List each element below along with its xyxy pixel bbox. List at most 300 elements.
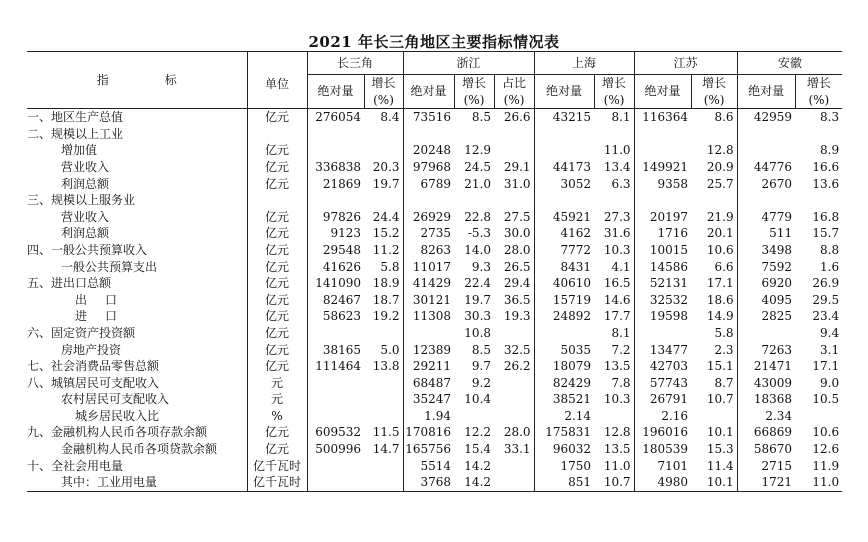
table-cell: 12.8 [706, 143, 734, 158]
table-row [27, 209, 842, 226]
indicator-header [27, 52, 247, 109]
row-unit: 亿元 [247, 209, 307, 226]
table-cell: 21471 [737, 358, 795, 375]
row-unit: 亿千瓦时 [247, 474, 307, 491]
table-cell: 26.2 [503, 359, 531, 374]
row-label: 增加值 [61, 143, 98, 158]
table-cell: 12.6 [812, 442, 840, 457]
row-unit [247, 192, 307, 209]
table-cell: 29211 [403, 358, 454, 375]
table-cell [494, 391, 534, 408]
table-cell: 18.6 [706, 292, 734, 307]
row-unit: 亿元 [247, 342, 307, 359]
table-cell [534, 192, 594, 209]
table-cell [307, 391, 364, 408]
table-cell: 43215 [534, 109, 594, 126]
table-cell: 38521 [534, 391, 594, 408]
table-cell: 9.2 [471, 375, 492, 390]
row-unit: 亿元 [247, 259, 307, 276]
table-cell: 609532 [307, 424, 364, 441]
region-header-jiangsu: 江苏 [634, 52, 737, 75]
row-label: 城乡居民收入比 [75, 408, 160, 423]
table-row [27, 458, 842, 475]
growth-header-line2: (%) [373, 92, 394, 107]
table-cell: 26791 [634, 391, 691, 408]
page-title: 2021 年长三角地区主要指标情况表 [308, 33, 560, 51]
row-unit: % [247, 408, 307, 425]
row-unit: 亿元 [247, 109, 307, 126]
table-cell [307, 192, 364, 209]
table-cell [494, 458, 534, 475]
table-cell [364, 391, 403, 408]
table-cell: 170816 [403, 424, 454, 441]
table-cell: 28.0 [503, 242, 531, 257]
table-cell: -5.3 [467, 226, 492, 241]
table-row [27, 192, 842, 209]
table-cell: 24892 [534, 308, 594, 325]
table-cell [594, 126, 634, 143]
table-cell: 10015 [634, 242, 691, 259]
table-cell: 44173 [534, 159, 594, 176]
table-cell: 44776 [737, 159, 795, 176]
table-cell [737, 192, 795, 209]
indicator-header-b: 标 [164, 72, 177, 87]
table-cell: 8.5 [471, 110, 492, 125]
table-cell: 9358 [634, 176, 691, 193]
table-cell [494, 142, 534, 159]
table-cell: 8.8 [820, 242, 840, 257]
table-row [27, 375, 842, 392]
col-header-growth [795, 75, 842, 109]
table-row [27, 242, 842, 259]
table-cell [364, 126, 403, 143]
table-cell [534, 126, 594, 143]
table-cell: 14.6 [603, 292, 631, 307]
table-cell: 16.5 [603, 276, 631, 291]
table-cell [307, 142, 364, 159]
table-cell: 5.8 [714, 325, 734, 340]
table-cell: 12389 [403, 342, 454, 359]
table-cell: 116364 [634, 109, 691, 126]
table-cell: 9.7 [471, 359, 492, 374]
table-cell: 2825 [737, 308, 795, 325]
col-header-growth [454, 75, 494, 109]
table-cell: 14.2 [464, 458, 492, 473]
table-cell: 7263 [737, 342, 795, 359]
row-unit: 亿元 [247, 242, 307, 259]
table-cell: 10.6 [812, 425, 840, 440]
row-label: 七、社会消费品零售总额 [27, 359, 160, 374]
col-header-absolute: 绝对量 [737, 75, 795, 109]
row-label: 营业收入 [61, 209, 110, 224]
table-row [27, 424, 842, 441]
table-cell: 3768 [403, 474, 454, 491]
table-cell: 27.5 [503, 209, 531, 224]
table-cell: 8.9 [820, 143, 840, 158]
table-cell: 10.7 [706, 392, 734, 407]
table-cell: 30121 [403, 292, 454, 309]
table-cell [403, 192, 454, 209]
table-row [27, 408, 842, 425]
table-cell [307, 126, 364, 143]
table-cell: 10.6 [706, 242, 734, 257]
table-row [27, 275, 842, 292]
row-label: 十、全社会用电量 [27, 458, 124, 473]
table-cell: 18079 [534, 358, 594, 375]
table-cell: 8431 [534, 259, 594, 276]
table-cell: 9.4 [820, 325, 840, 340]
table-cell [403, 126, 454, 143]
table-cell: 7.8 [611, 375, 631, 390]
row-label: 一、地区生产总值 [27, 110, 124, 125]
table-cell: 33.1 [503, 442, 531, 457]
table-cell: 149921 [634, 159, 691, 176]
table-cell [534, 142, 594, 159]
table-cell: 66869 [737, 424, 795, 441]
table-cell: 13.5 [603, 359, 631, 374]
table-row [27, 142, 842, 159]
unit-header: 单位 [247, 52, 307, 109]
table-row [27, 159, 842, 176]
table-cell: 14586 [634, 259, 691, 276]
table-cell: 24.4 [372, 209, 400, 224]
table-cell: 35247 [403, 391, 454, 408]
table-cell [494, 126, 534, 143]
table-cell: 20.3 [372, 159, 400, 174]
table-cell: 13477 [634, 342, 691, 359]
table-cell: 45921 [534, 209, 594, 226]
table-cell: 26.6 [503, 110, 531, 125]
row-unit: 亿元 [247, 292, 307, 309]
table-row [27, 325, 842, 342]
table-cell: 11017 [403, 259, 454, 276]
table-cell: 11308 [403, 308, 454, 325]
table-cell: 15.2 [372, 226, 400, 241]
row-unit: 亿元 [247, 176, 307, 193]
table-cell: 23.4 [812, 309, 840, 324]
table-cell [454, 192, 494, 209]
indicators-table [27, 52, 842, 492]
table-cell: 6789 [403, 176, 454, 193]
row-label: 二、规模以上工业 [27, 126, 124, 141]
table-cell: 57743 [634, 375, 691, 392]
table-row [27, 126, 842, 143]
table-cell: 11.9 [812, 458, 840, 473]
row-label: 六、固定资产投资额 [27, 325, 136, 340]
table-row [27, 176, 842, 193]
indicator-header-a: 指 [96, 72, 109, 87]
table-cell: 9.0 [820, 375, 840, 390]
region-header-shanghai: 上海 [534, 52, 634, 75]
table-cell: 4.1 [611, 259, 631, 274]
table-cell [494, 375, 534, 392]
table-cell: 19.7 [464, 292, 492, 307]
row-label: 房地产投资 [61, 342, 122, 357]
table-cell: 15.7 [812, 226, 840, 241]
table-cell: 15.1 [706, 359, 734, 374]
table-cell: 196016 [634, 424, 691, 441]
row-unit: 亿元 [247, 225, 307, 242]
table-cell: 16.6 [812, 159, 840, 174]
table-cell: 21.9 [706, 209, 734, 224]
table-cell: 2735 [403, 225, 454, 242]
table-cell [634, 142, 691, 159]
table-cell: 26929 [403, 209, 454, 226]
table-cell: 29.1 [503, 159, 531, 174]
table-cell [307, 408, 364, 425]
table-cell: 511 [737, 225, 795, 242]
table-row [27, 259, 842, 276]
table-cell: 26.5 [503, 259, 531, 274]
row-unit [247, 126, 307, 143]
table-cell: 4779 [737, 209, 795, 226]
col-header-growth [594, 75, 634, 109]
table-cell: 5.8 [380, 259, 400, 274]
row-label: 三、规模以上服务业 [27, 193, 136, 208]
table-cell: 18.9 [372, 276, 400, 291]
table-cell [364, 325, 403, 342]
table-cell: 2670 [737, 176, 795, 193]
table-cell: 2.14 [534, 408, 594, 425]
table-cell: 12.2 [464, 425, 492, 440]
table-cell: 8.3 [820, 110, 840, 125]
table-cell: 97826 [307, 209, 364, 226]
table-cell: 29.4 [503, 276, 531, 291]
table-cell: 6.3 [611, 176, 631, 191]
table-cell: 7592 [737, 259, 795, 276]
table-cell [737, 126, 795, 143]
row-label: 利润总额 [61, 226, 110, 241]
table-cell: 8.6 [714, 110, 734, 125]
table-cell: 2.3 [714, 342, 734, 357]
table-cell: 31.6 [603, 226, 631, 241]
table-cell: 7101 [634, 458, 691, 475]
table-row [27, 441, 842, 458]
row-unit: 亿元 [247, 424, 307, 441]
table-cell [534, 325, 594, 342]
table-cell: 82429 [534, 375, 594, 392]
table-cell: 10.3 [603, 242, 631, 257]
row-label: 出口 [75, 292, 136, 307]
table-cell [364, 375, 403, 392]
table-cell: 4095 [737, 292, 795, 309]
table-cell [634, 325, 691, 342]
table-cell: 8.7 [714, 375, 734, 390]
row-label: 八、城镇居民可支配收入 [27, 375, 160, 390]
col-header-growth [364, 75, 403, 109]
row-unit: 亿元 [247, 275, 307, 292]
table-cell: 21869 [307, 176, 364, 193]
row-unit: 亿元 [247, 325, 307, 342]
table-cell: 1.94 [403, 408, 454, 425]
table-cell: 1721 [737, 474, 795, 491]
region-header-zhejiang: 浙江 [403, 52, 534, 75]
table-cell: 851 [534, 474, 594, 491]
table-cell: 4162 [534, 225, 594, 242]
table-cell: 18368 [737, 391, 795, 408]
table-cell: 97968 [403, 159, 454, 176]
table-cell: 42959 [737, 109, 795, 126]
row-label: 进口 [75, 309, 136, 324]
table-cell: 11.0 [603, 458, 631, 473]
table-cell [494, 192, 534, 209]
table-cell: 31.0 [503, 176, 531, 191]
table-cell [594, 408, 634, 425]
table-cell: 68487 [403, 375, 454, 392]
table-cell: 96032 [534, 441, 594, 458]
table-cell: 165756 [403, 441, 454, 458]
table-cell: 11.4 [706, 458, 734, 473]
table-cell: 3498 [737, 242, 795, 259]
table-cell: 14.7 [372, 442, 400, 457]
table-cell: 7772 [534, 242, 594, 259]
row-label: 四、一般公共预算收入 [27, 242, 148, 257]
table-cell: 20197 [634, 209, 691, 226]
table-cell: 5035 [534, 342, 594, 359]
table-cell: 17.1 [812, 359, 840, 374]
table-cell: 7.2 [611, 342, 631, 357]
row-label: 利润总额 [61, 176, 110, 191]
table-cell: 30.3 [464, 309, 492, 324]
table-cell: 9.3 [471, 259, 492, 274]
col-header-absolute: 绝对量 [534, 75, 594, 109]
table-cell: 19598 [634, 308, 691, 325]
table-cell: 500996 [307, 441, 364, 458]
table-cell: 11.0 [603, 143, 631, 158]
table-cell: 8.1 [611, 110, 631, 125]
row-label: 营业收入 [61, 159, 110, 174]
table-cell: 30.0 [503, 226, 531, 241]
table-cell: 10.4 [464, 392, 492, 407]
table-cell: 11.2 [372, 242, 400, 257]
table-cell [737, 325, 795, 342]
growth-header-line1: 增长 [702, 76, 727, 90]
table-cell: 20.9 [706, 159, 734, 174]
table-cell [364, 142, 403, 159]
region-header-yrd: 长三角 [307, 52, 403, 75]
table-cell: 32532 [634, 292, 691, 309]
table-row [27, 109, 842, 126]
table-cell: 41626 [307, 259, 364, 276]
table-cell: 58670 [737, 441, 795, 458]
table-cell: 13.6 [812, 176, 840, 191]
table-cell: 40610 [534, 275, 594, 292]
table-cell [494, 408, 534, 425]
table-cell: 29.5 [812, 292, 840, 307]
table-cell: 19.3 [503, 309, 531, 324]
table-cell: 11.0 [795, 474, 842, 491]
growth-header-line1: 增长 [371, 76, 396, 90]
table-cell: 25.7 [706, 176, 734, 191]
table-cell [594, 192, 634, 209]
row-label: 金融机构人民币各项贷款余额 [61, 442, 218, 457]
table-row [27, 391, 842, 408]
table-cell: 1716 [634, 225, 691, 242]
table-cell: 15.4 [464, 442, 492, 457]
table-cell [634, 192, 691, 209]
table-cell: 11.5 [372, 425, 400, 440]
table-cell: 8.4 [380, 110, 400, 125]
table-cell: 17.1 [706, 276, 734, 291]
table-cell: 6.6 [714, 259, 734, 274]
table-cell: 20.1 [706, 226, 734, 241]
row-unit: 亿元 [247, 358, 307, 375]
table-cell: 175831 [534, 424, 594, 441]
table-cell: 15.3 [706, 442, 734, 457]
table-cell: 15719 [534, 292, 594, 309]
table-cell: 8263 [403, 242, 454, 259]
table-cell [634, 126, 691, 143]
table-cell: 17.7 [603, 309, 631, 324]
row-label: 其中：工业用电量 [27, 474, 247, 491]
table-cell: 82467 [307, 292, 364, 309]
table-cell: 27.3 [603, 209, 631, 224]
table-cell: 41429 [403, 275, 454, 292]
table-cell [494, 474, 534, 491]
table-cell: 13.4 [603, 159, 631, 174]
row-unit: 元 [247, 391, 307, 408]
table-cell: 29548 [307, 242, 364, 259]
table-cell: 19.2 [372, 309, 400, 324]
table-cell: 36.5 [503, 292, 531, 307]
table-cell: 13.8 [372, 359, 400, 374]
table-cell [795, 192, 842, 209]
table-row [27, 225, 842, 242]
table-cell: 2.16 [634, 408, 691, 425]
table-cell [307, 474, 364, 491]
row-unit: 亿元 [247, 308, 307, 325]
table-cell [691, 408, 737, 425]
table-cell: 43009 [737, 375, 795, 392]
growth-header-line2: (%) [603, 92, 625, 107]
table-cell: 336838 [307, 159, 364, 176]
share-header-line2: (%) [503, 92, 525, 107]
table-cell [364, 458, 403, 475]
table-row [27, 358, 842, 375]
row-label: 九、金融机构人民币各项存款余额 [27, 425, 208, 440]
table-cell: 32.5 [503, 342, 531, 357]
table-cell: 5514 [403, 458, 454, 475]
table-cell: 10.8 [464, 325, 492, 340]
table-cell [364, 474, 403, 491]
growth-header-line1: 增长 [602, 76, 627, 90]
table-cell: 3052 [534, 176, 594, 193]
table-cell: 58623 [307, 308, 364, 325]
table-cell: 4980 [634, 474, 691, 491]
table-cell [403, 325, 454, 342]
growth-header-line1: 增长 [462, 76, 487, 90]
table-cell: 8.1 [611, 325, 631, 340]
table-cell: 111464 [307, 358, 364, 375]
table-cell: 28.0 [503, 425, 531, 440]
table-cell: 12.8 [603, 425, 631, 440]
table-cell: 9123 [307, 225, 364, 242]
table-cell: 8.5 [471, 342, 492, 357]
table-cell: 13.5 [603, 442, 631, 457]
col-header-absolute: 绝对量 [307, 75, 364, 109]
table-cell: 26.9 [812, 276, 840, 291]
table-cell [364, 408, 403, 425]
table-cell: 10.5 [812, 392, 840, 407]
row-label: 一般公共预算支出 [61, 259, 158, 274]
table-cell: 14.2 [454, 474, 494, 491]
share-header-line1: 占比 [502, 76, 527, 90]
table-cell: 2.34 [737, 408, 795, 425]
table-row [27, 474, 842, 491]
table-cell: 10.7 [594, 474, 634, 491]
table-cell: 3.1 [820, 342, 840, 357]
table-cell [795, 408, 842, 425]
